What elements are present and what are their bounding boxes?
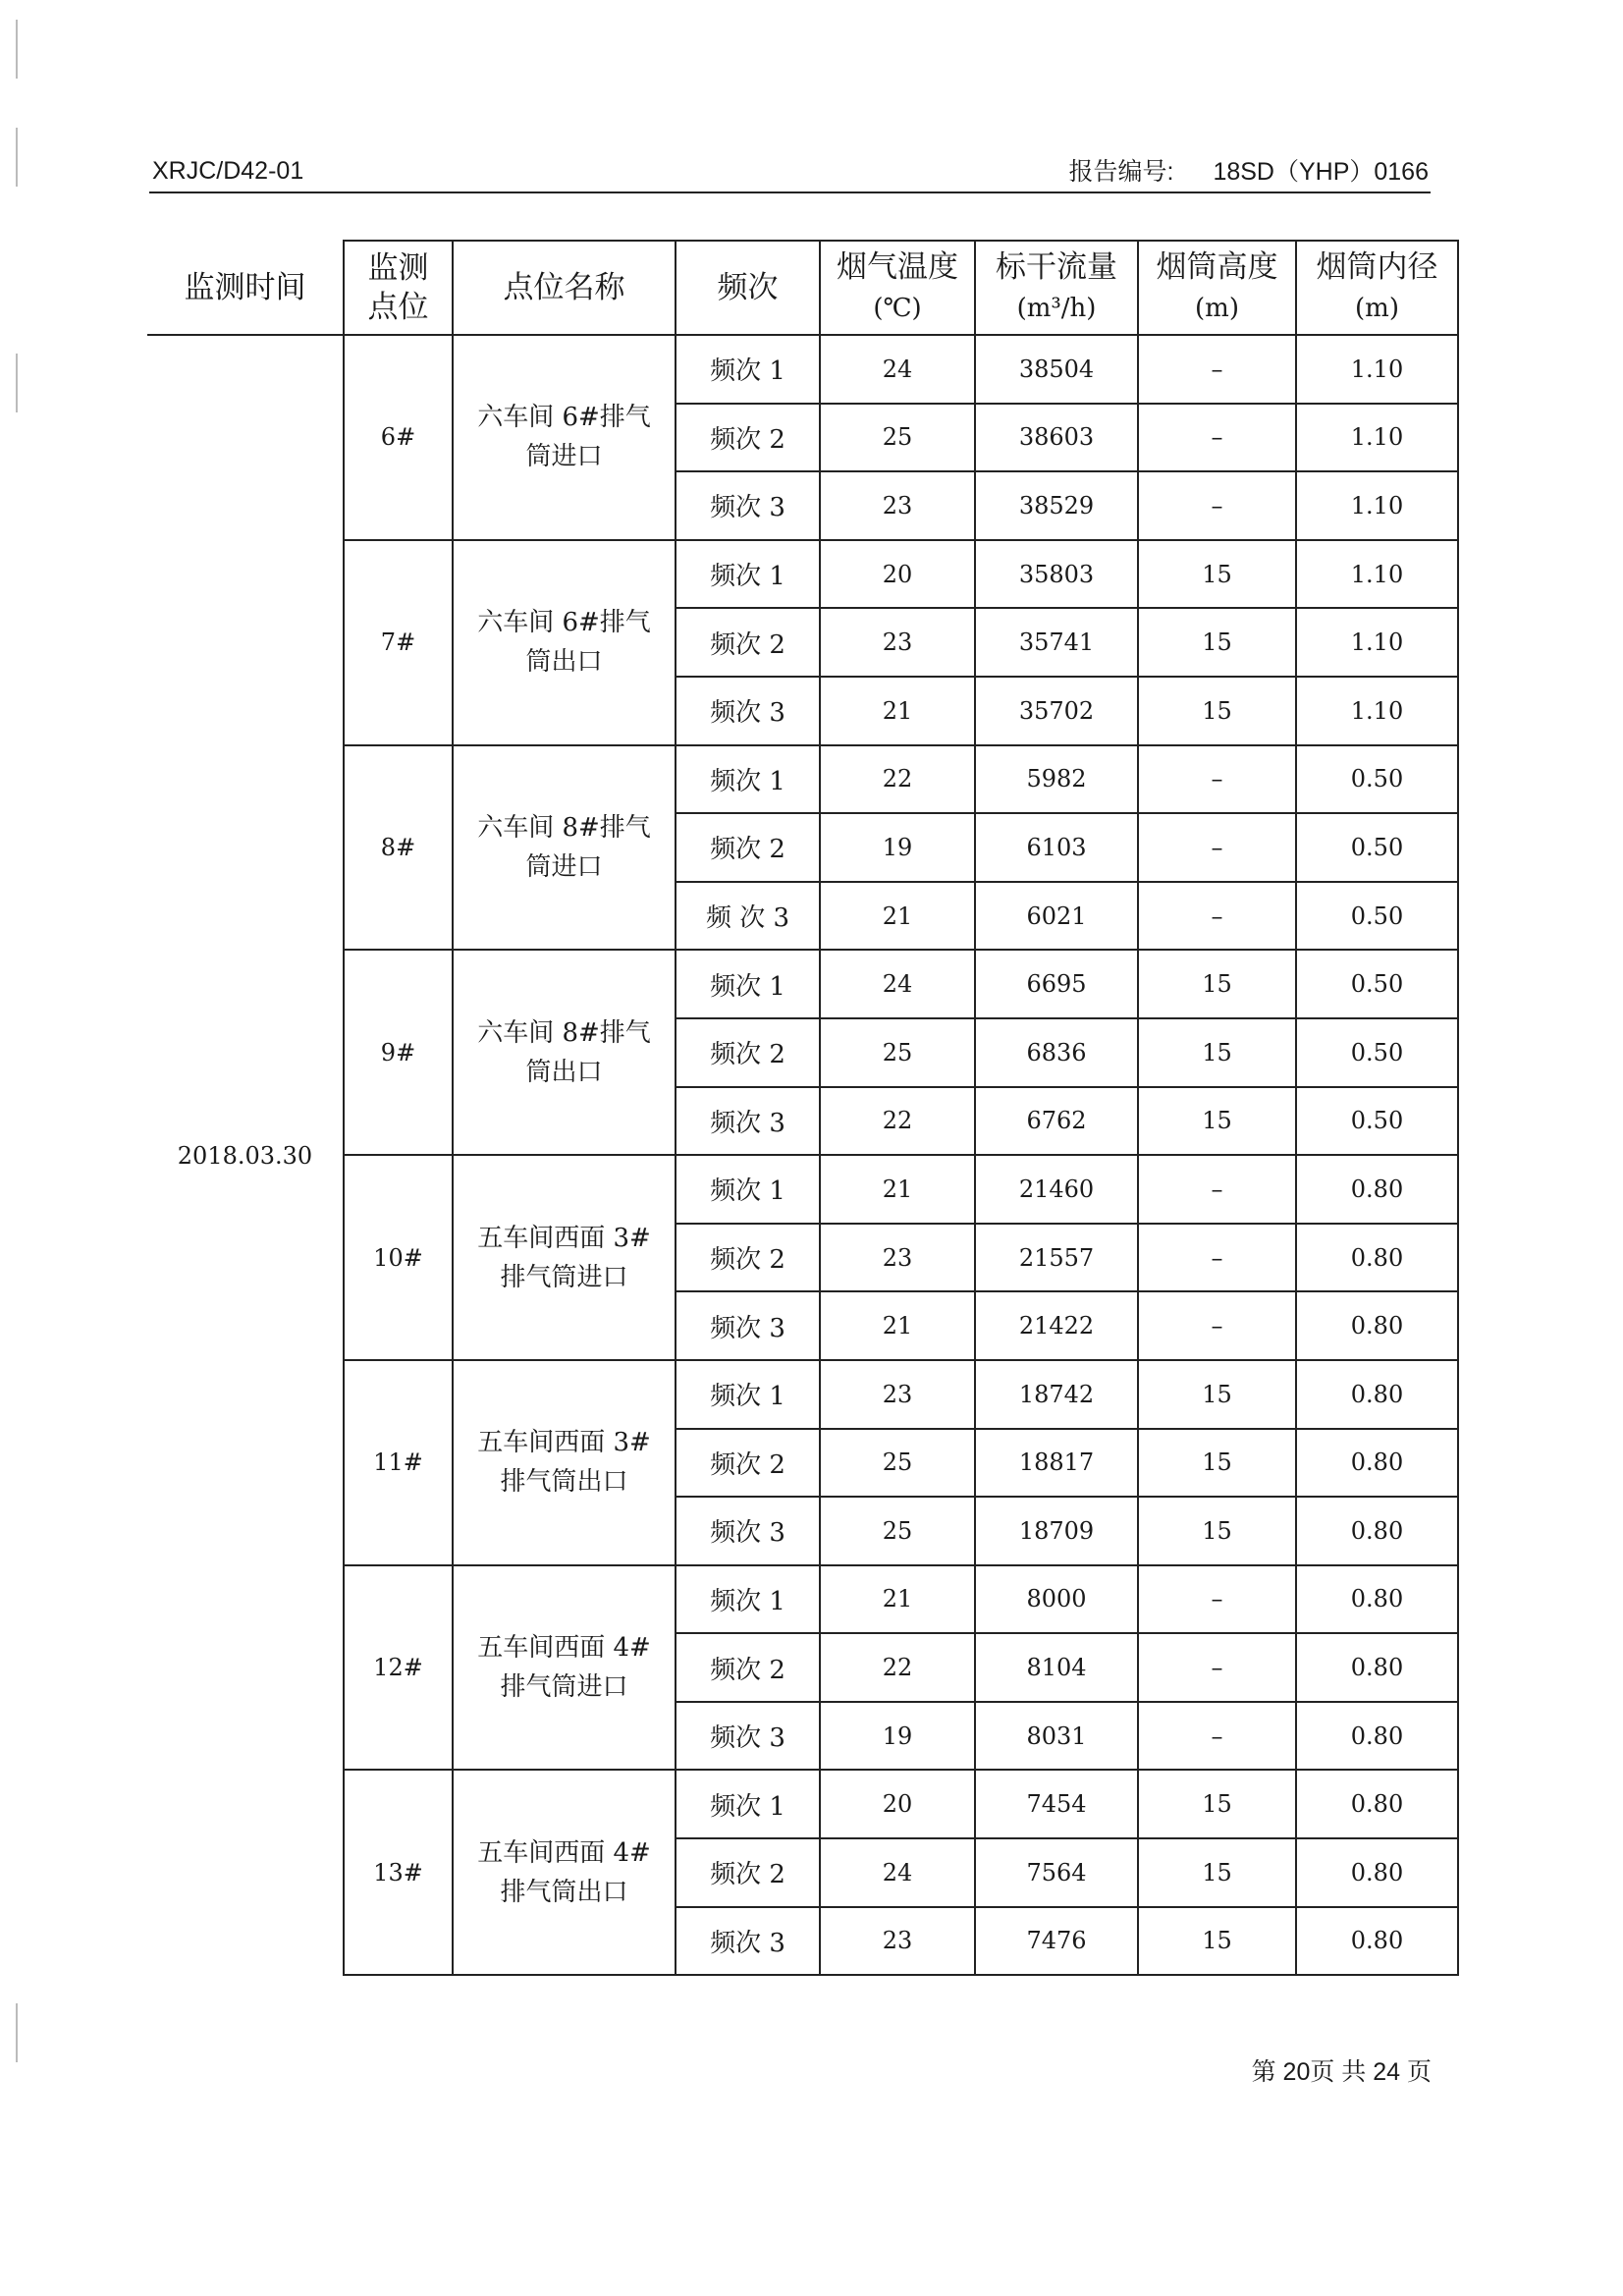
flow-cell: 38504 (975, 335, 1138, 404)
flow-cell: 8104 (975, 1633, 1138, 1702)
frequency-cell: 频次 1 (676, 540, 820, 609)
frequency-cell: 频次 3 (676, 1291, 820, 1360)
frequency-cell: 频次 3 (676, 1087, 820, 1156)
stack-height-cell: 15 (1138, 1360, 1296, 1429)
frequency-cell: 频次 1 (676, 950, 820, 1018)
frequency-cell: 频次 2 (676, 1018, 820, 1087)
stack-height-cell: 15 (1138, 1497, 1296, 1565)
table-row (147, 745, 1458, 814)
stack-height-cell: – (1138, 745, 1296, 814)
frequency-cell: 频次 3 (676, 1907, 820, 1976)
point-name (453, 1360, 676, 1565)
report-number-label: 报告编号: (1068, 158, 1174, 186)
flow-cell: 21422 (975, 1291, 1138, 1360)
flow-cell: 7564 (975, 1838, 1138, 1907)
scan-edge-mark (16, 20, 18, 79)
stack-height-cell: – (1138, 1633, 1296, 1702)
header-height-line1: 烟筒高度 (1156, 249, 1278, 285)
table-row (147, 1155, 1458, 1224)
stack-diameter-cell: 0.80 (1296, 1155, 1458, 1224)
temperature-cell: 25 (820, 404, 975, 472)
header-temp-line2: (℃) (873, 294, 922, 323)
point-code: 10# (344, 1155, 453, 1360)
temperature-cell: 22 (820, 1633, 975, 1702)
stack-height-cell: 15 (1138, 950, 1296, 1018)
table-row (147, 540, 1458, 609)
header-diam-line2: (m) (1355, 294, 1399, 323)
header-temp (820, 241, 975, 335)
header-divider (149, 191, 1431, 193)
header-time: 监测时间 (147, 241, 344, 335)
point-name-line2: 筒出口 (525, 647, 603, 678)
point-name-line2: 排气筒出口 (500, 1877, 628, 1907)
frequency-cell: 频 次 3 (676, 882, 820, 951)
flow-cell: 5982 (975, 745, 1138, 814)
stack-diameter-cell: 0.50 (1296, 950, 1458, 1018)
report-number-line (1068, 152, 1429, 188)
header-code-line2: 点位 (367, 290, 429, 325)
point-code: 6# (344, 335, 453, 540)
stack-diameter-cell: 0.80 (1296, 1429, 1458, 1498)
stack-height-cell: 15 (1138, 1429, 1296, 1498)
point-name-line2: 筒进口 (525, 442, 603, 472)
stack-diameter-cell: 1.10 (1296, 540, 1458, 609)
flow-cell: 38603 (975, 404, 1138, 472)
doc-code: XRJC/D42-01 (152, 157, 304, 185)
frequency-cell: 频次 1 (676, 335, 820, 404)
point-code: 9# (344, 950, 453, 1155)
flow-cell: 35741 (975, 608, 1138, 677)
stack-height-cell: 15 (1138, 540, 1296, 609)
page-header (152, 147, 1429, 187)
table-row (147, 1360, 1458, 1429)
temperature-cell: 21 (820, 1291, 975, 1360)
header-height (1138, 241, 1296, 335)
temperature-cell: 25 (820, 1429, 975, 1498)
stack-diameter-cell: 0.80 (1296, 1702, 1458, 1771)
stack-height-cell: 15 (1138, 1907, 1296, 1976)
point-name (453, 950, 676, 1155)
table-row (147, 950, 1458, 1018)
flow-cell: 38529 (975, 471, 1138, 540)
stack-diameter-cell: 0.80 (1296, 1360, 1458, 1429)
flow-cell: 21557 (975, 1224, 1138, 1292)
frequency-cell: 频次 3 (676, 471, 820, 540)
point-name (453, 1770, 676, 1975)
flow-cell: 18709 (975, 1497, 1138, 1565)
stack-height-cell: – (1138, 882, 1296, 951)
point-code: 7# (344, 540, 453, 745)
temperature-cell: 22 (820, 1087, 975, 1156)
point-name (453, 745, 676, 951)
table-row (147, 335, 1458, 404)
flow-cell: 8000 (975, 1565, 1138, 1634)
header-site: 点位名称 (453, 241, 676, 335)
stack-height-cell: – (1138, 335, 1296, 404)
point-name-line1: 六车间 8#排气 (477, 1017, 651, 1048)
report-number: 18SD（YHP）0166 (1213, 158, 1429, 186)
temperature-cell: 20 (820, 1770, 975, 1838)
flow-cell: 18817 (975, 1429, 1138, 1498)
point-code: 13# (344, 1770, 453, 1975)
flow-cell: 35702 (975, 677, 1138, 745)
temperature-cell: 23 (820, 1907, 975, 1976)
point-name-line2: 筒进口 (525, 851, 603, 882)
stack-height-cell: 15 (1138, 1087, 1296, 1156)
point-name-line1: 六车间 6#排气 (477, 403, 651, 433)
temperature-cell: 21 (820, 1565, 975, 1634)
frequency-cell: 频次 1 (676, 745, 820, 814)
flow-cell: 6103 (975, 813, 1138, 882)
stack-height-cell: – (1138, 404, 1296, 472)
point-name-line1: 五车间西面 4# (477, 1633, 651, 1664)
header-freq: 频次 (676, 241, 820, 335)
table-row (147, 1770, 1458, 1838)
flow-cell: 8031 (975, 1702, 1138, 1771)
temperature-cell: 20 (820, 540, 975, 609)
point-name (453, 540, 676, 745)
point-name-line2: 筒出口 (525, 1057, 603, 1087)
frequency-cell: 频次 1 (676, 1770, 820, 1838)
page-number: 第 20页 共 24 页 (1251, 2058, 1432, 2086)
stack-height-cell: 15 (1138, 1770, 1296, 1838)
frequency-cell: 频次 3 (676, 1702, 820, 1771)
frequency-cell: 频次 2 (676, 404, 820, 472)
stack-height-cell: – (1138, 1702, 1296, 1771)
stack-height-cell: – (1138, 471, 1296, 540)
stack-diameter-cell: 0.80 (1296, 1838, 1458, 1907)
header-diam (1296, 241, 1458, 335)
header-flow-line1: 标干流量 (996, 249, 1117, 285)
stack-diameter-cell: 1.10 (1296, 404, 1458, 472)
monitoring-table (147, 240, 1459, 1976)
stack-diameter-cell: 0.80 (1296, 1224, 1458, 1292)
flow-cell: 6762 (975, 1087, 1138, 1156)
temperature-cell: 22 (820, 745, 975, 814)
stack-height-cell: – (1138, 1155, 1296, 1224)
stack-diameter-cell: 1.10 (1296, 677, 1458, 745)
scan-edge-mark (16, 2003, 18, 2062)
point-name-line2: 排气筒进口 (500, 1262, 628, 1292)
frequency-cell: 频次 2 (676, 1838, 820, 1907)
stack-height-cell: – (1138, 1291, 1296, 1360)
point-name (453, 335, 676, 540)
frequency-cell: 频次 3 (676, 1497, 820, 1565)
frequency-cell: 频次 3 (676, 677, 820, 745)
temperature-cell: 25 (820, 1018, 975, 1087)
frequency-cell: 频次 1 (676, 1565, 820, 1634)
stack-height-cell: 15 (1138, 677, 1296, 745)
frequency-cell: 频次 2 (676, 608, 820, 677)
stack-height-cell: – (1138, 1565, 1296, 1634)
temperature-cell: 21 (820, 1155, 975, 1224)
header-diam-line1: 烟筒内径 (1316, 249, 1438, 285)
header-code-line1: 监测 (367, 250, 429, 286)
stack-diameter-cell: 0.50 (1296, 1087, 1458, 1156)
point-name-line2: 排气筒进口 (500, 1672, 628, 1703)
stack-height-cell: 15 (1138, 1838, 1296, 1907)
stack-diameter-cell: 0.80 (1296, 1633, 1458, 1702)
stack-height-cell: – (1138, 1224, 1296, 1292)
temperature-cell: 23 (820, 471, 975, 540)
temperature-cell: 21 (820, 882, 975, 951)
frequency-cell: 频次 2 (676, 813, 820, 882)
point-name-line1: 五车间西面 3# (477, 1223, 651, 1253)
flow-cell: 35803 (975, 540, 1138, 609)
frequency-cell: 频次 2 (676, 1633, 820, 1702)
stack-diameter-cell: 0.80 (1296, 1770, 1458, 1838)
temperature-cell: 24 (820, 1838, 975, 1907)
stack-diameter-cell: 0.80 (1296, 1907, 1458, 1976)
temperature-cell: 24 (820, 950, 975, 1018)
temperature-cell: 23 (820, 1360, 975, 1429)
point-name-line1: 五车间西面 4# (477, 1837, 651, 1868)
stack-diameter-cell: 1.10 (1296, 608, 1458, 677)
stack-diameter-cell: 0.50 (1296, 1018, 1458, 1087)
flow-cell: 7454 (975, 1770, 1138, 1838)
header-temp-line1: 烟气温度 (837, 249, 958, 285)
temperature-cell: 24 (820, 335, 975, 404)
table-row (147, 1565, 1458, 1634)
monitoring-date: 2018.03.30 (147, 335, 344, 1975)
stack-diameter-cell: 1.10 (1296, 335, 1458, 404)
point-code: 8# (344, 745, 453, 951)
point-code: 12# (344, 1565, 453, 1771)
header-height-line2: (m) (1195, 294, 1239, 323)
stack-diameter-cell: 0.50 (1296, 882, 1458, 951)
flow-cell: 7476 (975, 1907, 1138, 1976)
point-name (453, 1565, 676, 1771)
frequency-cell: 频次 2 (676, 1429, 820, 1498)
temperature-cell: 21 (820, 677, 975, 745)
stack-diameter-cell: 1.10 (1296, 471, 1458, 540)
scan-edge-mark (16, 128, 18, 187)
flow-cell: 18742 (975, 1360, 1138, 1429)
stack-diameter-cell: 0.50 (1296, 813, 1458, 882)
temperature-cell: 23 (820, 608, 975, 677)
point-name-line1: 六车间 6#排气 (477, 608, 651, 638)
stack-diameter-cell: 0.80 (1296, 1565, 1458, 1634)
table-header-row (147, 241, 1458, 335)
flow-cell: 21460 (975, 1155, 1138, 1224)
header-code (344, 241, 453, 335)
temperature-cell: 19 (820, 1702, 975, 1771)
header-flow-line2: (m³/h) (1016, 294, 1097, 323)
point-name-line1: 五车间西面 3# (477, 1428, 651, 1458)
temperature-cell: 19 (820, 813, 975, 882)
temperature-cell: 25 (820, 1497, 975, 1565)
flow-cell: 6021 (975, 882, 1138, 951)
flow-cell: 6836 (975, 1018, 1138, 1087)
point-name (453, 1155, 676, 1360)
stack-height-cell: – (1138, 813, 1296, 882)
point-name-line1: 六车间 8#排气 (477, 812, 651, 843)
stack-diameter-cell: 0.80 (1296, 1497, 1458, 1565)
flow-cell: 6695 (975, 950, 1138, 1018)
stack-diameter-cell: 0.80 (1296, 1291, 1458, 1360)
point-name-line2: 排气筒出口 (500, 1467, 628, 1498)
header-flow (975, 241, 1138, 335)
frequency-cell: 频次 1 (676, 1155, 820, 1224)
stack-height-cell: 15 (1138, 1018, 1296, 1087)
point-code: 11# (344, 1360, 453, 1565)
temperature-cell: 23 (820, 1224, 975, 1292)
stack-diameter-cell: 0.50 (1296, 745, 1458, 814)
stack-height-cell: 15 (1138, 608, 1296, 677)
frequency-cell: 频次 2 (676, 1224, 820, 1292)
scan-edge-mark (16, 354, 18, 412)
frequency-cell: 频次 1 (676, 1360, 820, 1429)
